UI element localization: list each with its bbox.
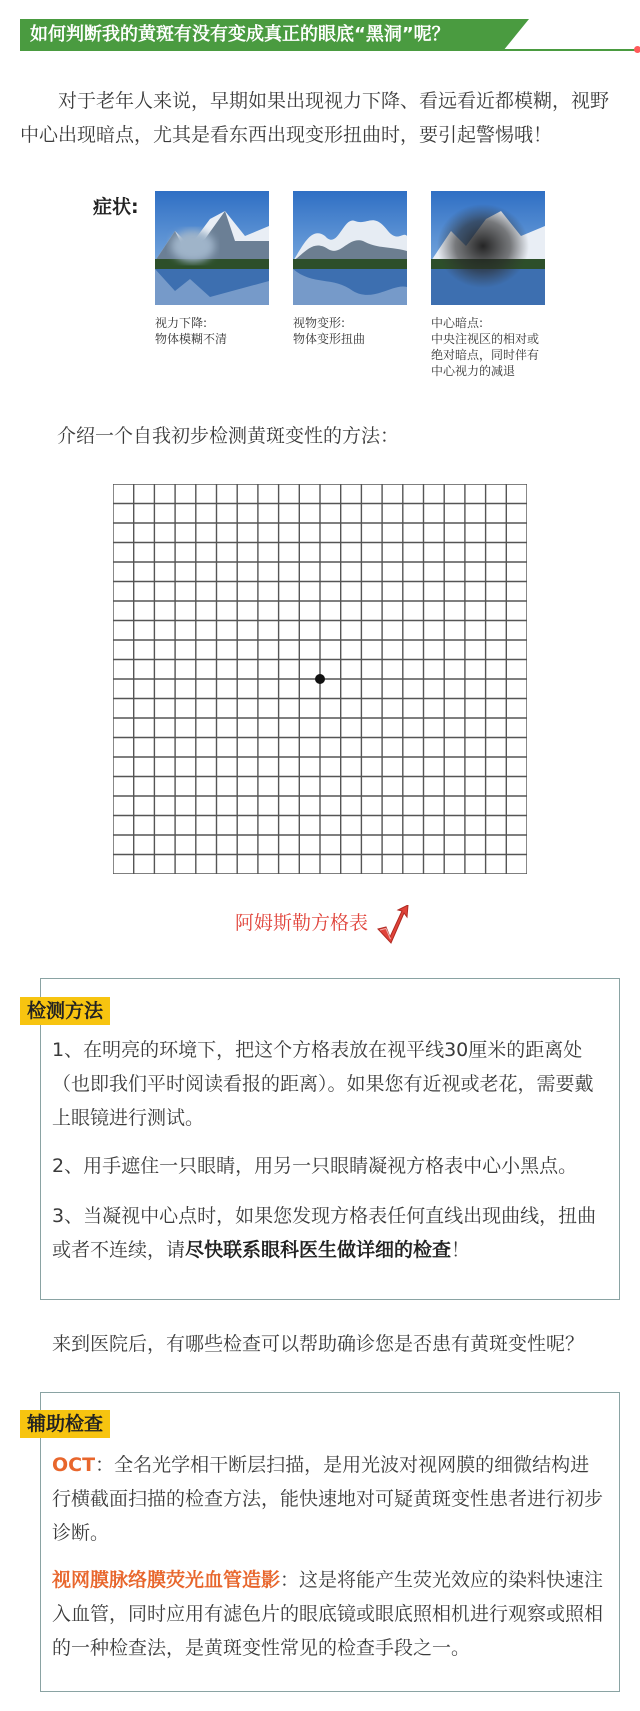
angiography-term: 视网膜脉络膜荧光血管造影	[52, 1569, 281, 1591]
detection-step-2: 2、用手遮住一只眼睛，用另一只眼睛凝视方格表中心小黑点。	[52, 1155, 578, 1177]
oct-term: OCT	[52, 1454, 96, 1476]
symptoms-label: 症状:	[93, 196, 139, 218]
detection-tag: 检测方法	[20, 997, 110, 1025]
grid-center-dot	[315, 674, 325, 684]
symptom-image-blurred	[155, 191, 269, 305]
method-intro: 介绍一个自我初步检测黄斑变性的方法：	[57, 425, 400, 447]
detection-step-3-end: ！	[451, 1239, 471, 1261]
checkmark-arrow-icon	[376, 905, 410, 945]
title-banner	[20, 19, 624, 55]
title-end-dot	[634, 46, 640, 53]
title-underline	[503, 49, 639, 51]
symptom-caption-dark-spot: 中心暗点: 中央注视区的相对或 绝对暗点，同时伴有 中心视力的减退	[431, 316, 540, 378]
oct-paragraph	[52, 1448, 608, 1550]
detection-step-3-emphasis: 尽快联系眼科医生做详细的检查	[185, 1239, 452, 1261]
angiography-paragraph	[52, 1563, 608, 1665]
symptom-caption-distorted: 视物变形: 物体变形扭曲	[293, 316, 366, 346]
hospital-intro: 来到医院后，有哪些检查可以帮助确诊您是否患有黄斑变性呢？	[52, 1333, 585, 1355]
title-banner-corner	[503, 19, 529, 51]
page-title: 如何判断我的黄斑有没有变成真正的眼底“黑洞”呢？	[20, 19, 503, 51]
symptom-image-distorted	[293, 191, 407, 305]
symptom-caption-blurred: 视力下降: 物体模糊不清	[155, 316, 228, 346]
oct-description: ：全名光学相干断层扫描，是用光波对视网膜的细微结构进行横截面扫描的检查方法，能快速地对可疑黄斑变性患者进行初步诊断。	[52, 1454, 604, 1544]
intro-paragraph: 对于老年人来说，早期如果出现视力下降、看远看近都模糊，视野中心出现暗点，尤其是看东西出现变形扭曲时，要引起警惕哦！	[20, 90, 610, 146]
detection-step-1: 1、在明亮的环境下，把这个方格表放在视平线30厘米的距离处（也即我们平时阅读看报的距离）。如果您有近视或老花，需要戴上眼镜进行测试。	[52, 1039, 594, 1129]
detection-step-3	[52, 1199, 608, 1267]
detection-step-3-text: 3、当凝视中心点时，如果您发现方格表任何直线出现曲线，扭曲或者不连续，请	[52, 1205, 597, 1261]
aux-exam-tag: 辅助检查	[20, 1410, 110, 1438]
angiography-description: ：这是将能产生荧光效应的染料快速注入血管，同时应用有滤色片的眼底镜或眼底照相机进行观察或照相的一种检查法，是黄斑变性常见的检查手段之一。	[52, 1569, 604, 1659]
amsler-grid-caption: 阿姆斯勒方格表	[235, 912, 369, 934]
symptom-image-dark-spot	[431, 191, 545, 305]
amsler-grid	[113, 484, 527, 874]
